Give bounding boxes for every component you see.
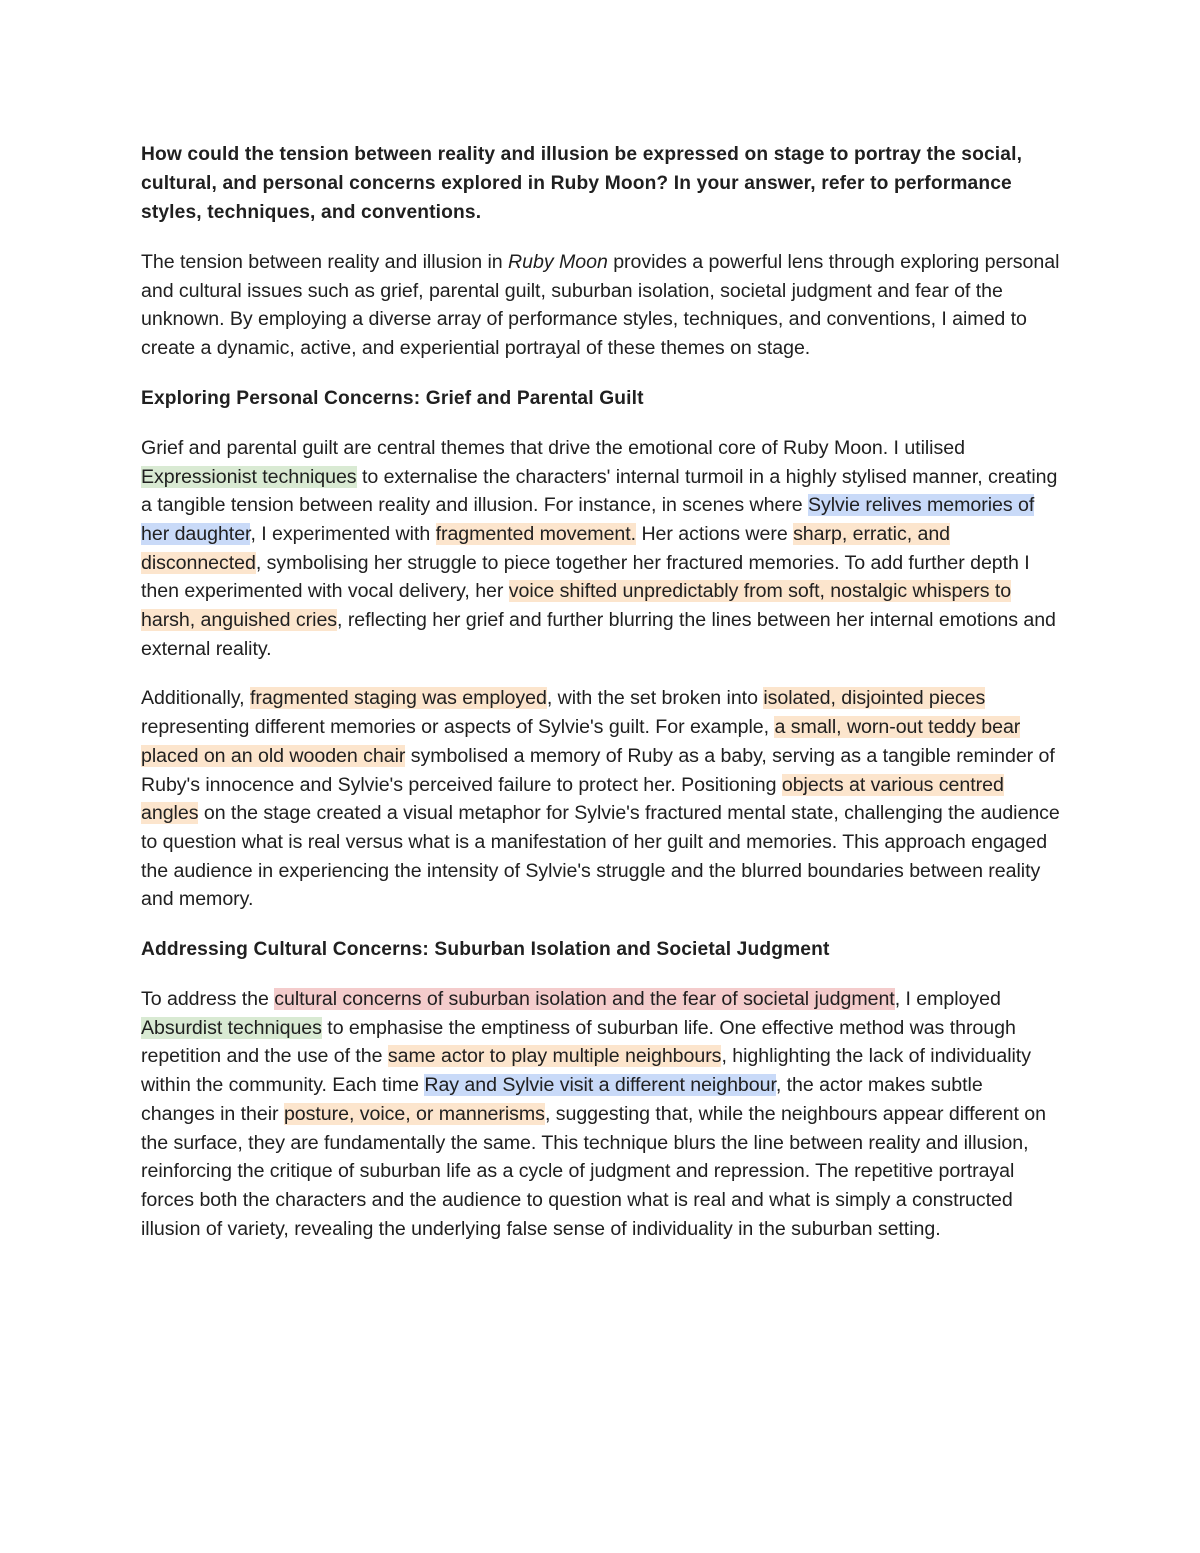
highlight-detail: isolated, disjointed pieces: [763, 687, 986, 710]
intro-text-b: provides a powerful lens through exploring personal and cultural issues such as grief, parental guilt, suburban isolation, societal judgment and fear of the unknown. By employing a diverse array of performance styles, techniques, and conventions, I aimed to create a dynamic, active, and experiential portrayal of these themes on stage.: [141, 251, 1060, 360]
highlight-detail: voice shifted unpredictably from soft, nostalgic whispers to harsh, anguished cries: [141, 580, 1012, 632]
text-run: representing different memories or aspects of Sylvie's guilt. For example,: [141, 716, 775, 739]
intro-paragraph: [141, 248, 1061, 363]
text-run: , I employed: [894, 988, 1001, 1011]
text-run: To address the: [141, 988, 275, 1011]
text-run: to emphasise the emptiness of suburban life. One effective method was through repetition and the use of the: [141, 1016, 1016, 1068]
text-run: , the actor makes subtle changes in their: [141, 1074, 983, 1125]
intro-text-a: The tension between reality and illusion in: [141, 251, 509, 273]
highlight-detail: sharp, erratic, and disconnected: [141, 522, 951, 574]
text-run: , reflecting her grief and further blurring the lines between her internal emotions and external reality.: [141, 609, 1056, 660]
highlight-detail: same actor to play multiple neighbours: [387, 1045, 722, 1068]
personal-paragraph-1: [141, 434, 1061, 664]
essay-question: How could the tension between reality and illusion be expressed on stage to portray the social, cultural, and personal concerns explored in Ruby Moon? In your answer, refer to performance styles, techniques, and conventions.: [141, 144, 1023, 223]
cultural-paragraph-1: [141, 985, 1061, 1243]
highlight-technique: Absurdist techniques: [141, 1016, 322, 1039]
section-heading-personal: Exploring Personal Concerns: Grief and Parental Guilt: [141, 387, 644, 409]
highlight-detail: fragmented staging was employed: [249, 687, 547, 710]
text-run: Grief and parental guilt are central themes that drive the emotional core of Ruby Moon. I utilised: [141, 436, 965, 459]
section-heading-cultural: Addressing Cultural Concerns: Suburban Isolation and Societal Judgment: [141, 939, 830, 961]
highlight-technique: Expressionist techniques: [141, 465, 357, 488]
highlight-concern: cultural concerns of suburban isolation and the fear of societal judgment: [274, 988, 895, 1011]
personal-paragraph-2: [141, 684, 1061, 914]
highlight-detail: posture, voice, or mannerisms: [283, 1102, 545, 1125]
text-run: , with the set broken into: [546, 687, 764, 710]
text-run: , highlighting the lack of individuality within the community. Each time: [141, 1045, 1031, 1097]
highlight-detail: fragmented movement.: [435, 522, 637, 545]
text-run: on the stage created a visual metaphor for Sylvie's fractured mental state, challenging the audience to question what is real versus what is a manifestation of her guilt and memories. This approach engaged the audience in experiencing the intensity of Sylvie's struggle and the blurred boundaries between reality and memory.: [141, 802, 1060, 911]
text-run: Her actions were: [636, 522, 794, 545]
text-run: to externalise the characters' internal turmoil in a highly stylised manner, creating a tangible tension between reality and illusion. For instance, in scenes where: [141, 465, 1058, 517]
text-run: , symbolising her struggle to piece together her fractured memories. To add further depth I then experimented with vocal delivery, her: [141, 551, 1030, 603]
highlight-scene: Ray and Sylvie visit a different neighbour: [424, 1074, 776, 1097]
play-title: Ruby Moon: [508, 251, 608, 273]
highlight-detail: objects at various centred angles: [141, 773, 1004, 825]
text-run: , I experimented with: [250, 522, 436, 545]
highlight-detail: a small, worn-out teddy bear placed on an old wooden chair: [141, 716, 1021, 767]
text-run: , suggesting that, while the neighbours appear different on the surface, they are fundamentally the same. This technique blurs the line between reality and illusion, reinforcing the critique of suburban life as a cycle of judgment and repression. The repetitive portrayal forces both the characters and the audience to question what is real and what is simply a constructed illusion of variety, revealing the underlying false sense of individuality in the suburban setting.: [141, 1102, 1046, 1240]
highlight-scene: Sylvie relives memories of her daughter: [141, 494, 1035, 545]
text-run: Additionally,: [141, 687, 250, 710]
document-page: [141, 140, 1061, 1264]
text-run: symbolised a memory of Ruby as a baby, serving as a tangible reminder of Ruby's innocence and Sylvie's perceived failure to protect her. Positioning: [141, 744, 1055, 796]
